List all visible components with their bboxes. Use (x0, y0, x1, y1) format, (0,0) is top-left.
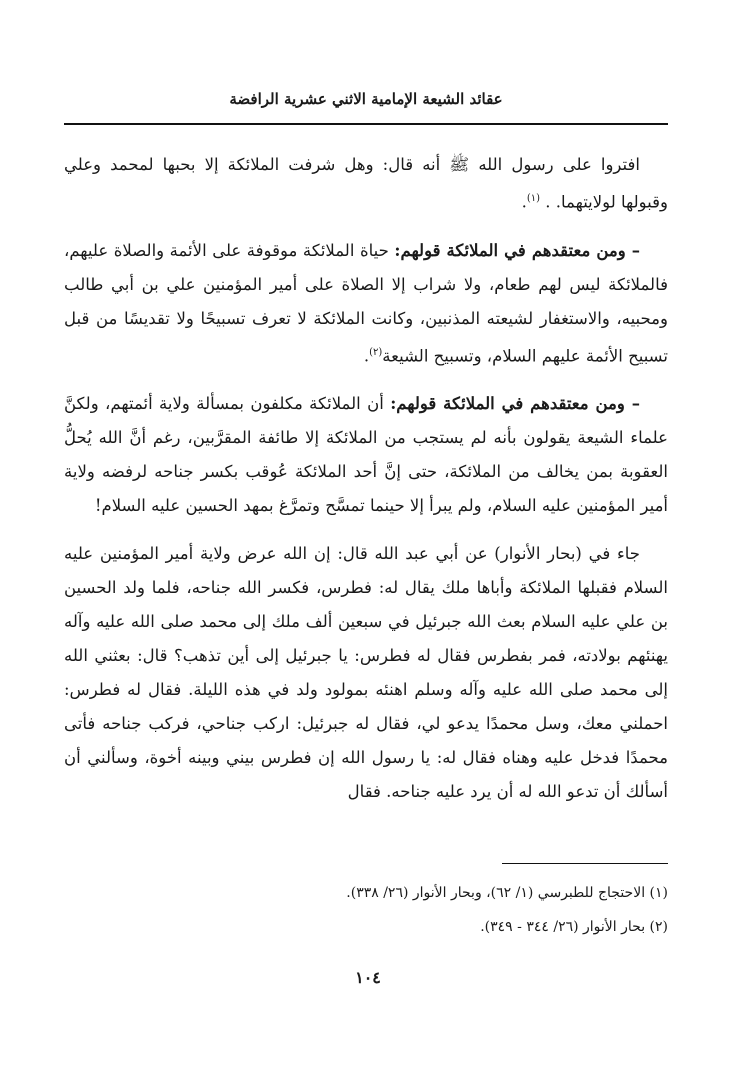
paragraph (64, 148, 668, 220)
paragraph-text: حياة الملائكة موقوفة على الأئمة والصلاة عليهم، فالملائكة ليس لهم طعام، ولا شراب إلا الصلاة على أمير المؤمنين علي بن أبي طالب ومحبيه، والاستغفار لشيعته المذنبين، وكانت الملائكة لا تعرف تسبيحًا ولا تقديسًا من قبل تسبيح الأئمة عليهم السلام، وتسبيح الشيعة (64, 240, 668, 365)
paragraph-tail: . (521, 192, 527, 212)
paragraph (64, 537, 668, 809)
paragraph-text: جاء في (بحار الأنوار) عن أبي عبد الله قال: إن الله عرض ولاية أمير المؤمنين عليه السلام فقبلها الملائكة وأباها ملك يقال له: فطرس، فكسر الله جناحه، فلما ولد الحسين بن علي عليه السلام بعث الله جبرئيل في سبعين ألف ملك إلى محمد صلى الله عليه وآله يهنئهم بولادته، فمر بفطرس فقال له فطرس: يا جبرئيل إلى أين تذهب؟ قال: بعثني الله إلى محمد صلى الله عليه وآله وسلم اهنئه بمولود ولد في هذه الليلة. فقال له فطرس: احملني معك، وسل محمدًا يدعو لي، فقال له جبرئيل: اركب جناحي، فركب جناحه فأتى محمدًا فدخل عليه وهناه فقال له: يا رسول الله إن فطرس بيني وبينه أخوة، وسألني أن أسألك أن تدعو الله له أن يرد عليه جناحه. فقال (64, 544, 668, 801)
paragraph (64, 234, 668, 374)
paragraph-lead: – ومن معتقدهم في الملائكة قولهم: (390, 394, 640, 413)
paragraph (64, 387, 668, 523)
page-number: ١٠٤ (355, 968, 381, 987)
footnote-1: (١) الاحتجاج للطبرسي (١/ ٦٢)، وبحار الأنوار (٢٦/ ٣٣٨). (346, 885, 668, 901)
body-text (64, 148, 668, 823)
header-rule (64, 123, 668, 125)
footnote-marker: (١) (526, 193, 541, 204)
paragraph-text: افتروا على رسول الله ﷺ أنه قال: وهل شرفت الملائكة إلا بحبها لمحمد وعلي وقبولها لولايتهما. . (64, 155, 668, 212)
footnotes (64, 876, 668, 944)
paragraph-lead: – ومن معتقدهم في الملائكة قولهم: (394, 240, 641, 260)
footnote-2: (٢) بحار الأنوار (٢٦/ ٣٤٤ - ٣٤٩). (480, 919, 668, 935)
paragraph-text: أن الملائكة مكلفون بمسألة ولاية أئمتهم، ولكنَّ علماء الشيعة يقولون بأنه لم يستجب من الملائكة إلا طائفة المقرَّبين، رغم أنَّ الله يُحلُّ العقوبة بمن يخالف من الملائكة، حتى إنَّ أحد الملائكة عُوقب بكسر جناحه لرفضه ولاية أمير المؤمنين عليه السلام، ولم يبرأ إلا حينما تمسَّح وتمرَّغ بمهد الحسين عليه السلام! (64, 394, 668, 515)
footnote-rule (502, 863, 668, 864)
footnote-marker: (٢) (369, 346, 383, 358)
running-header: عقائد الشيعة الإمامية الاثني عشرية الرافضة (229, 90, 503, 108)
paragraph-tail: . (363, 346, 370, 365)
